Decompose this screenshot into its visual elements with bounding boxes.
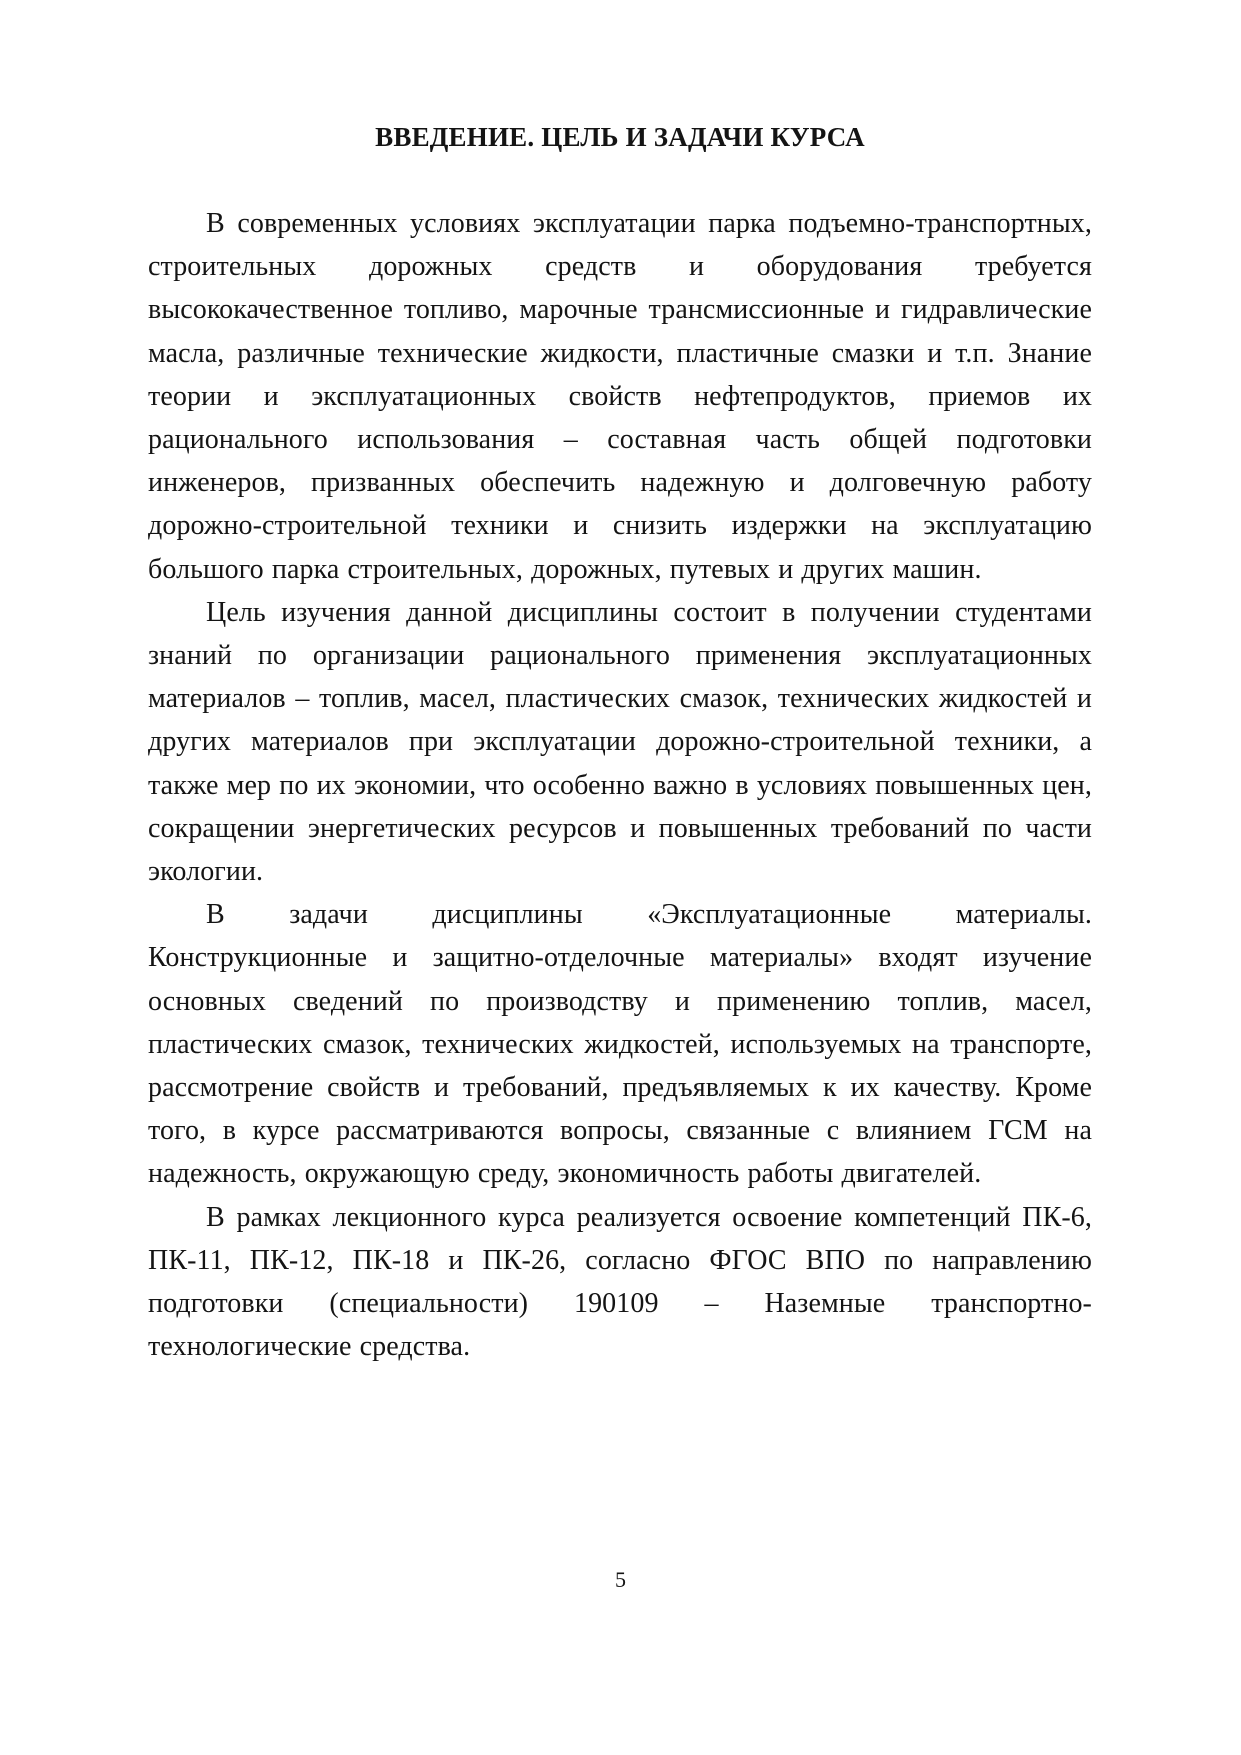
- paragraph-intro: В современных условиях эксплуатации парка подъемно-транспортных, строительных дорожных средств и оборудования требуется высококачественное топливо, марочные трансмиссионные и гидравлические масла, различные технические жидкости, пластичные смазки и т.п. Знание теории и эксплуатационных свойств нефтепродуктов, приемов их рационального использования – составная часть общей подготовки инженеров, призванных обеспечить надежную и долговечную работу дорожно-строительной техники и снизить издержки на эксплуатацию большого парка строительных, дорожных, путевых и других машин.: [148, 208, 1092, 585]
- page-number: 5: [615, 1567, 626, 1592]
- paragraph-competencies: В рамках лекционного курса реализуется освоение компетенций ПК-6, ПК-11, ПК-12, ПК-18 и ПК-26, согласно ФГОС ВПО по направлению подготовки (специальности) 190109 – Наземные транспортно-технологические средства.: [148, 1201, 1092, 1363]
- paragraph-tasks: В задачи дисциплины «Эксплуатационные материалы. Конструкционные и защитно-отделочные материалы» входят изучение основных сведений по производству и применению топлив, масел, пластических смазок, технических жидкостей, используемых на транспорте, рассмотрение свойств и требований, предъявляемых к их качеству. Кроме того, в курсе рассматриваются вопросы, связанные с влиянием ГСМ на надежность, окружающую среду, экономичность работы двигателей.: [148, 899, 1092, 1190]
- page-title: ВВЕДЕНИЕ. ЦЕЛЬ И ЗАДАЧИ КУРСА: [375, 122, 865, 152]
- body-text: [148, 202, 1092, 1368]
- paragraph-goal: Цель изучения данной дисциплины состоит в получении студентами знаний по организации рационального применения эксплуатационных материалов – топлив, масел, пластических смазок, технических жидкостей и других материалов при эксплуатации дорожно-строительной техники, а также мер по их экономии, что особенно важно в условиях повышенных цен, сокращении энергетических ресурсов и повышенных требований по части экологии.: [148, 596, 1092, 888]
